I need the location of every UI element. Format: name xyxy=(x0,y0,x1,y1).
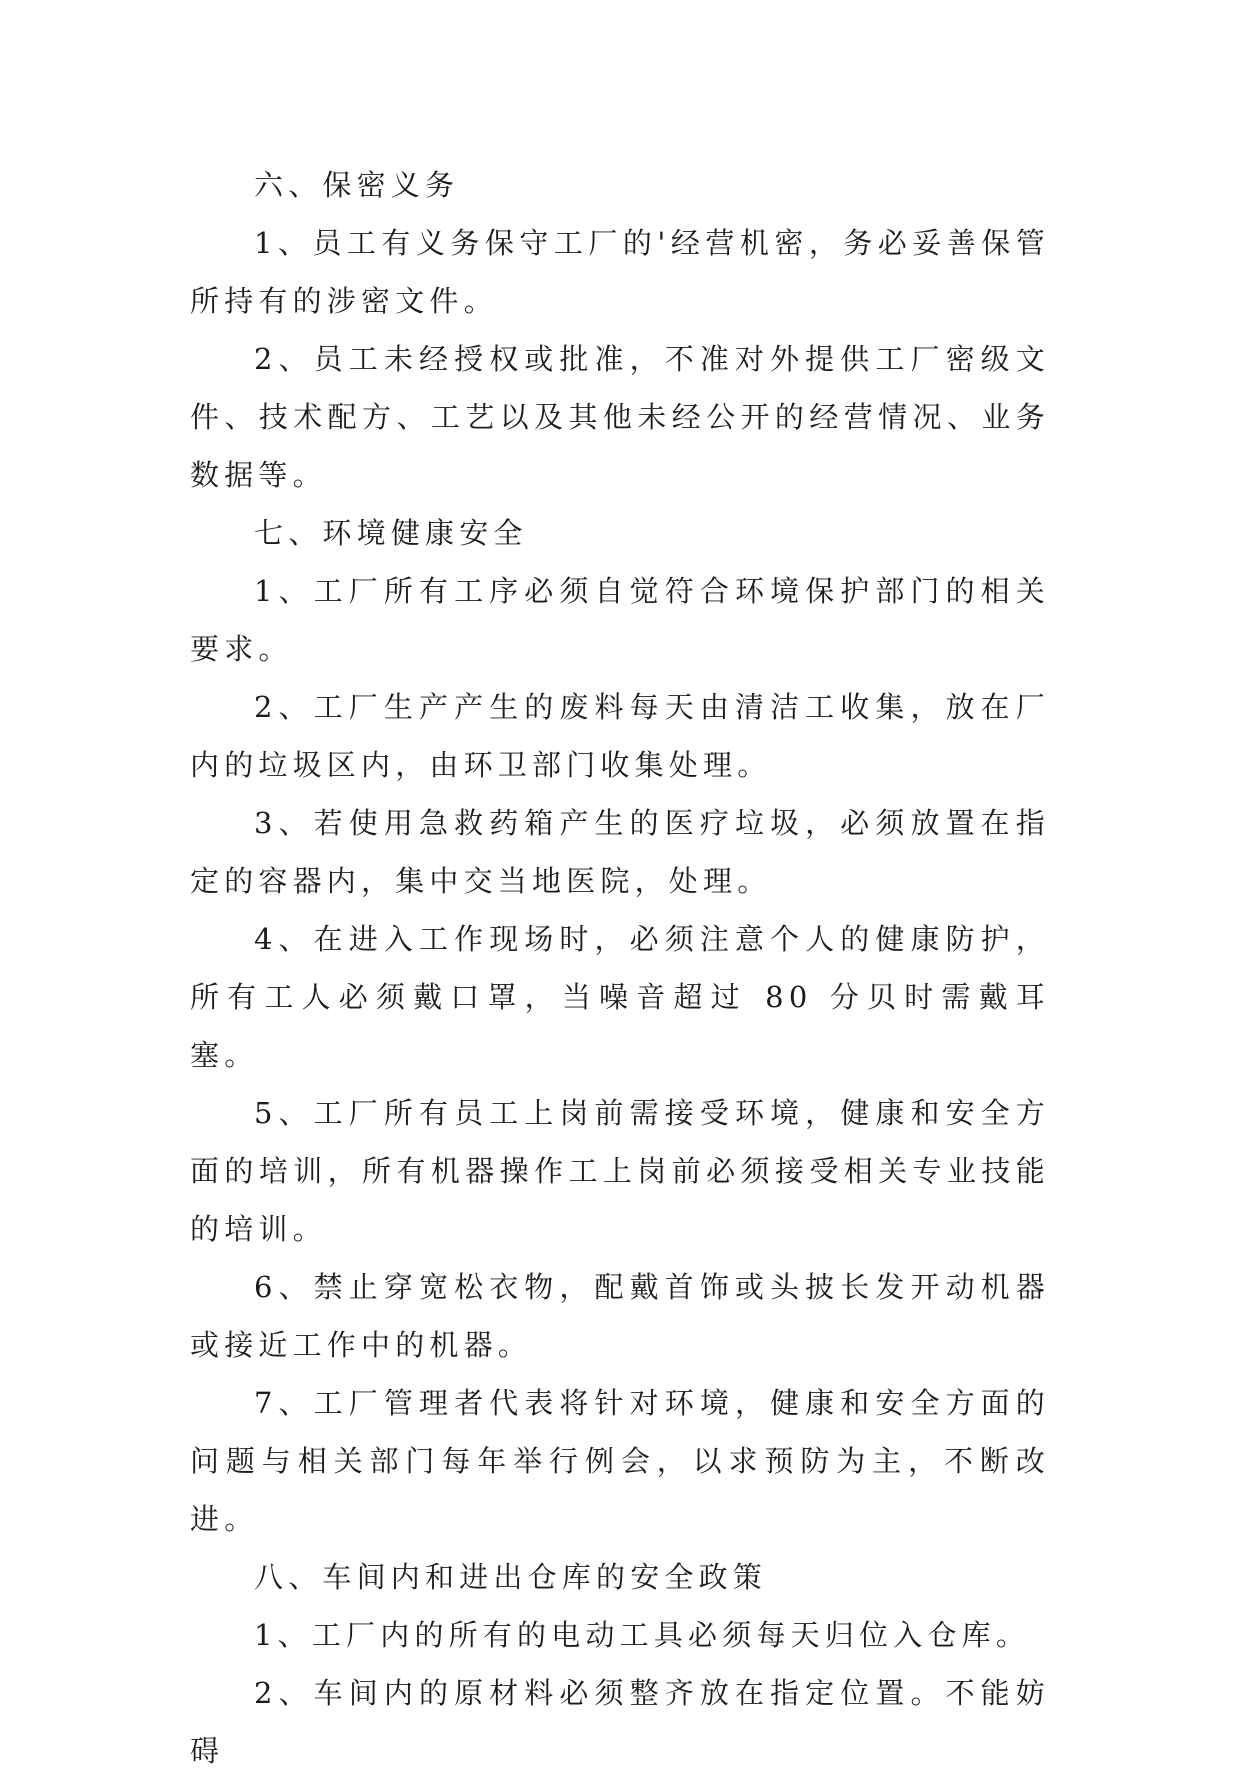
paragraph: 1、工厂内的所有的电动工具必须每天归位入仓库。 xyxy=(254,1618,1031,1652)
paragraph: 2、工厂生产产生的废料每天由清洁工收集，放在厂内的垃圾区内，由环卫部门收集处理。 xyxy=(190,690,1050,782)
paragraph: 3、若使用急救药箱产生的医疗垃圾，必须放置在指定的容器内，集中交当地医院，处理。 xyxy=(190,806,1050,898)
paragraph: 7、工厂管理者代表将针对环境，健康和安全方面的问题与相关部门每年举行例会，以求预防为主，不断改进。 xyxy=(190,1386,1050,1536)
section-heading-ehs: 七、环境健康安全 xyxy=(254,516,528,550)
paragraph: 2、车间内的原材料必须整齐放在指定位置。不能妨碍 xyxy=(190,1676,1050,1768)
paragraph: 4、在进入工作现场时，必须注意个人的健康防护，所有工人必须戴口罩，当噪音超过 80 分贝时需戴耳塞。 xyxy=(190,922,1050,1072)
paragraph: 2、员工未经授权或批准，不准对外提供工厂密级文件、技术配方、工艺以及其他未经公开的经营情况、业务数据等。 xyxy=(190,342,1050,492)
section-heading-warehouse-safety: 八、车间内和进出仓库的安全政策 xyxy=(254,1560,768,1594)
document-body xyxy=(190,156,1050,1780)
paragraph: 5、工厂所有员工上岗前需接受环境，健康和安全方面的培训，所有机器操作工上岗前必须接受相关专业技能的培训。 xyxy=(190,1096,1050,1246)
paragraph: 1、员工有义务保守工厂的'经营机密，务必妥善保管所持有的涉密文件。 xyxy=(190,226,1050,318)
paragraph: 6、禁止穿宽松衣物，配戴首饰或头披长发开动机器或接近工作中的机器。 xyxy=(190,1270,1050,1362)
section-heading-confidentiality: 六、保密义务 xyxy=(254,168,460,202)
paragraph: 1、工厂所有工序必须自觉符合环境保护部门的相关要求。 xyxy=(190,574,1050,666)
